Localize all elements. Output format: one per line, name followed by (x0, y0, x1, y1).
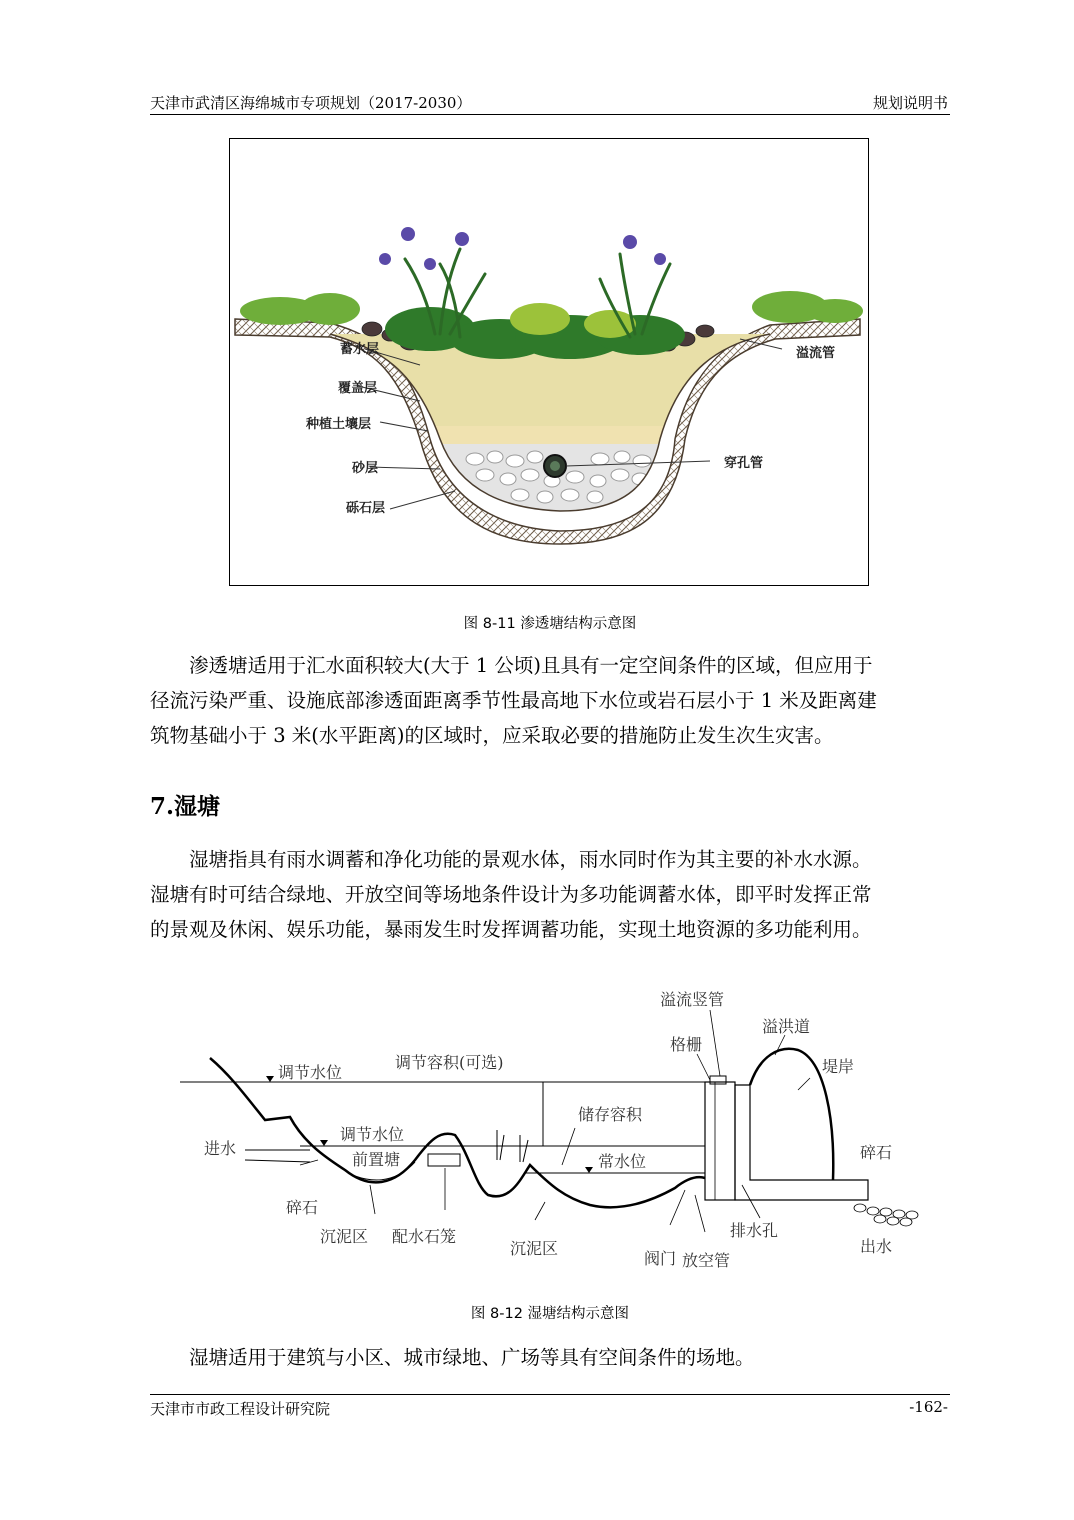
paragraph1-line2: 径流污染严重、设施底部渗透面距离季节性最高地下水位或岩石层小于 1 米及距离建 (150, 689, 877, 712)
label-vent-pipe: 放空管 (682, 1251, 731, 1270)
label-forebay: 前置塘 (352, 1150, 401, 1169)
paragraph2-line1: 湿塘指具有雨水调蓄和净化功能的景观水体，雨水同时作为其主要的补水水源。 (189, 848, 872, 871)
label-silt-mid: 沉泥区 (510, 1239, 559, 1258)
label-storage-layer: 蓄水层 (340, 342, 380, 357)
paragraph-wet-pond (150, 842, 950, 947)
header-doc-type: 规划说明书 (872, 94, 948, 112)
paragraph2-line3: 的景观及休闲、娱乐功能，暴雨发生时发挥调蓄功能，实现土地资源的多功能利用。 (150, 918, 872, 941)
figure1-caption: 图 8-11 渗透塘结构示意图 (463, 616, 637, 632)
label-gravel-right: 碎石 (860, 1143, 893, 1162)
label-cover-layer: 覆盖层 (338, 381, 378, 396)
label-embankment: 堤岸 (822, 1057, 855, 1076)
label-inflow: 进水 (204, 1139, 237, 1158)
label-spillway: 溢洪道 (762, 1017, 811, 1036)
label-storage-volume: 储存容积 (578, 1105, 643, 1124)
label-reg-level-mid: 调节水位 (340, 1125, 405, 1144)
label-drain-hole: 排水孔 (730, 1221, 779, 1240)
paragraph-infiltration-pond (150, 648, 950, 753)
label-perforated-pipe: 穿孔管 (724, 456, 764, 471)
paragraph1-line1: 渗透塘适用于汇水面积较大(大于 1 公顷)且具有一定空间条件的区域，但应用于 (189, 654, 873, 677)
label-gravel-layer: 砾石层 (346, 501, 386, 516)
wet-pond-diagram (170, 980, 940, 1280)
label-grille: 格栅 (670, 1035, 703, 1054)
section-heading: 7.湿塘 (150, 793, 221, 820)
paragraph-wet-pond-applicability (150, 1340, 950, 1375)
label-silt-left: 沉泥区 (320, 1227, 369, 1246)
label-valve: 阀门 (644, 1249, 677, 1268)
header-rule (150, 114, 950, 115)
label-soil-layer: 种植土壤层 (306, 417, 372, 432)
label-gabion: 配水石笼 (392, 1227, 457, 1246)
label-normal-level: 常水位 (598, 1152, 647, 1171)
label-reg-volume: 调节容积(可选) (395, 1053, 504, 1072)
figure2-caption: 图 8-12 湿塘结构示意图 (470, 1306, 630, 1322)
infiltration-pond-diagram (230, 139, 867, 584)
figure-infiltration-pond (229, 138, 869, 586)
paragraph2-line2: 湿塘有时可结合绿地、开放空间等场地条件设计为多功能调蓄水体，即平时发挥正常 (150, 883, 872, 906)
paragraph1-line3: 筑物基础小于 3 米(水平距离)的区域时，应采取必要的措施防止发生次生灾害。 (150, 724, 834, 747)
label-overflow-riser: 溢流竖管 (660, 990, 725, 1009)
label-outflow: 出水 (860, 1237, 893, 1256)
label-overflow-pipe: 溢流管 (796, 346, 836, 361)
label-gravel-left: 碎石 (286, 1198, 319, 1217)
paragraph3-line1: 湿塘适用于建筑与小区、城市绿地、广场等具有空间条件的场地。 (189, 1346, 755, 1369)
footer-page-number: -162- (909, 1398, 948, 1416)
footer-institute: 天津市市政工程设计研究院 (150, 1400, 331, 1418)
label-sand-layer: 砂层 (352, 461, 379, 476)
header-title: 天津市武清区海绵城市专项规划（2017-2030） (150, 94, 472, 112)
footer-rule (150, 1394, 950, 1395)
label-reg-level-top: 调节水位 (278, 1063, 343, 1082)
